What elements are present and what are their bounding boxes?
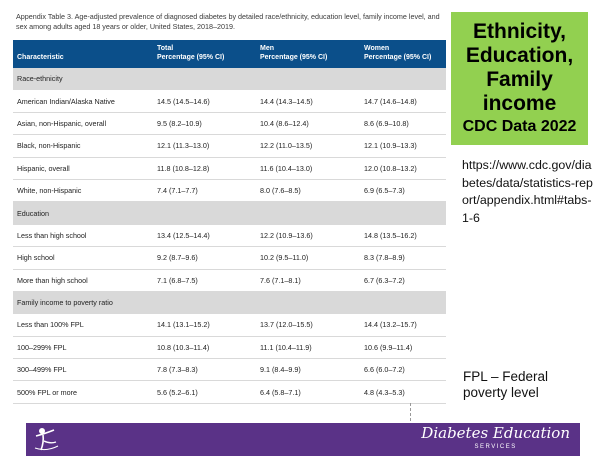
section-title: Education	[13, 202, 446, 224]
table-cell: 8.6 (6.9–10.8)	[360, 112, 446, 134]
table-cell: 14.7 (14.6–14.8)	[360, 90, 446, 112]
section-title: Family income to poverty ratio	[13, 291, 446, 313]
table-row	[13, 157, 446, 179]
table-section-row	[13, 291, 446, 313]
table-cell: 7.1 (6.8–7.5)	[153, 269, 256, 291]
title-line-1: Ethnicity,	[473, 19, 566, 43]
table-header-row	[13, 40, 446, 68]
table-cell: 10.6 (9.9–11.4)	[360, 336, 446, 358]
table-cell: 14.1 (13.1–15.2)	[153, 314, 256, 336]
table-cell: White, non-Hispanic	[13, 179, 153, 201]
table-row	[13, 381, 446, 403]
table-cell: 11.8 (10.8–12.8)	[153, 157, 256, 179]
table-cell: 300–499% FPL	[13, 359, 153, 381]
table-row	[13, 359, 446, 381]
table-cell: 11.1 (10.4–11.9)	[256, 336, 360, 358]
table-cell: 9.1 (8.4–9.9)	[256, 359, 360, 381]
header-characteristic: Characteristic	[13, 40, 153, 68]
divider-line	[410, 403, 411, 421]
title-line-3: Family	[486, 67, 553, 91]
table-cell: 10.4 (8.6–12.4)	[256, 112, 360, 134]
table-row	[13, 314, 446, 336]
table-cell: 14.4 (14.3–14.5)	[256, 90, 360, 112]
table-cell: 12.0 (10.8–13.2)	[360, 157, 446, 179]
table-cell: Less than high school	[13, 224, 153, 246]
brand-subtitle: SERVICES	[474, 444, 517, 450]
table-cell: High school	[13, 247, 153, 269]
table-cell: 14.4 (13.2–15.7)	[360, 314, 446, 336]
header-men: Men Percentage (95% CI)	[256, 40, 360, 68]
table-cell: 6.6 (6.0–7.2)	[360, 359, 446, 381]
table-cell: 14.5 (14.5–14.6)	[153, 90, 256, 112]
title-line-4: income	[482, 91, 557, 115]
table-section-row	[13, 68, 446, 90]
table-cell: 9.5 (8.2–10.9)	[153, 112, 256, 134]
table-section-row	[13, 202, 446, 224]
table-row	[13, 179, 446, 201]
table-cell: 7.6 (7.1–8.1)	[256, 269, 360, 291]
table-cell: 8.0 (7.6–8.5)	[256, 179, 360, 201]
footer-brand	[421, 424, 570, 451]
table-cell: 12.2 (10.9–13.6)	[256, 224, 360, 246]
brand-name: Diabetes Education	[421, 424, 570, 442]
title-subtitle: CDC Data 2022	[462, 117, 577, 135]
footer-banner	[26, 423, 580, 456]
table-row	[13, 90, 446, 112]
table-cell: 10.8 (10.3–11.4)	[153, 336, 256, 358]
table-row	[13, 336, 446, 358]
table-cell: 500% FPL or more	[13, 381, 153, 403]
table-body	[13, 68, 446, 403]
table-cell: 11.6 (10.4–13.0)	[256, 157, 360, 179]
table-cell: American Indian/Alaska Native	[13, 90, 153, 112]
table-row	[13, 269, 446, 291]
table-cell: 6.4 (5.8–7.1)	[256, 381, 360, 403]
table-cell: 12.2 (11.0–13.5)	[256, 135, 360, 157]
diabetes-prevalence-table	[13, 40, 446, 404]
table-cell: 10.2 (9.5–11.0)	[256, 247, 360, 269]
table-caption: Appendix Table 3. Age-adjusted prevalence of diagnosed diabetes by detailed race/ethnicity, education level, family income level, and sex among adults aged 18 years or older, United States, 2018–2019.	[16, 12, 440, 31]
title-line-2: Education,	[465, 43, 574, 67]
table-cell: 6.9 (6.5–7.3)	[360, 179, 446, 201]
table-cell: 12.1 (10.9–13.3)	[360, 135, 446, 157]
fpl-note: FPL – Federal poverty level	[463, 369, 549, 400]
topic-title-box	[451, 12, 588, 145]
table-cell: 7.8 (7.3–8.3)	[153, 359, 256, 381]
header-women: Women Percentage (95% CI)	[360, 40, 446, 68]
table-cell: 4.8 (4.3–5.3)	[360, 381, 446, 403]
table-cell: Black, non-Hispanic	[13, 135, 153, 157]
table-cell: 6.7 (6.3–7.2)	[360, 269, 446, 291]
table-cell: 13.7 (12.0–15.5)	[256, 314, 360, 336]
table-cell: More than high school	[13, 269, 153, 291]
table-row	[13, 224, 446, 246]
table-cell: 13.4 (12.5–14.4)	[153, 224, 256, 246]
table-cell: 100–299% FPL	[13, 336, 153, 358]
table-cell: Less than 100% FPL	[13, 314, 153, 336]
table-cell: Asian, non-Hispanic, overall	[13, 112, 153, 134]
dancer-logo-icon	[32, 426, 60, 458]
table-cell: 5.6 (5.2–6.1)	[153, 381, 256, 403]
header-total: Total Percentage (95% CI)	[153, 40, 256, 68]
table-cell: 12.1 (11.3–13.0)	[153, 135, 256, 157]
table-cell: 7.4 (7.1–7.7)	[153, 179, 256, 201]
source-url[interactable]: https://www.cdc.gov/diabetes/data/statistics-report/appendix.html#tabs-1-6	[462, 158, 593, 225]
table-cell: 8.3 (7.8–8.9)	[360, 247, 446, 269]
table-cell: Hispanic, overall	[13, 157, 153, 179]
table-cell: 9.2 (8.7–9.6)	[153, 247, 256, 269]
table-row	[13, 135, 446, 157]
table-row	[13, 247, 446, 269]
table-row	[13, 112, 446, 134]
section-title: Race-ethnicity	[13, 68, 446, 90]
table-cell: 14.8 (13.5–16.2)	[360, 224, 446, 246]
